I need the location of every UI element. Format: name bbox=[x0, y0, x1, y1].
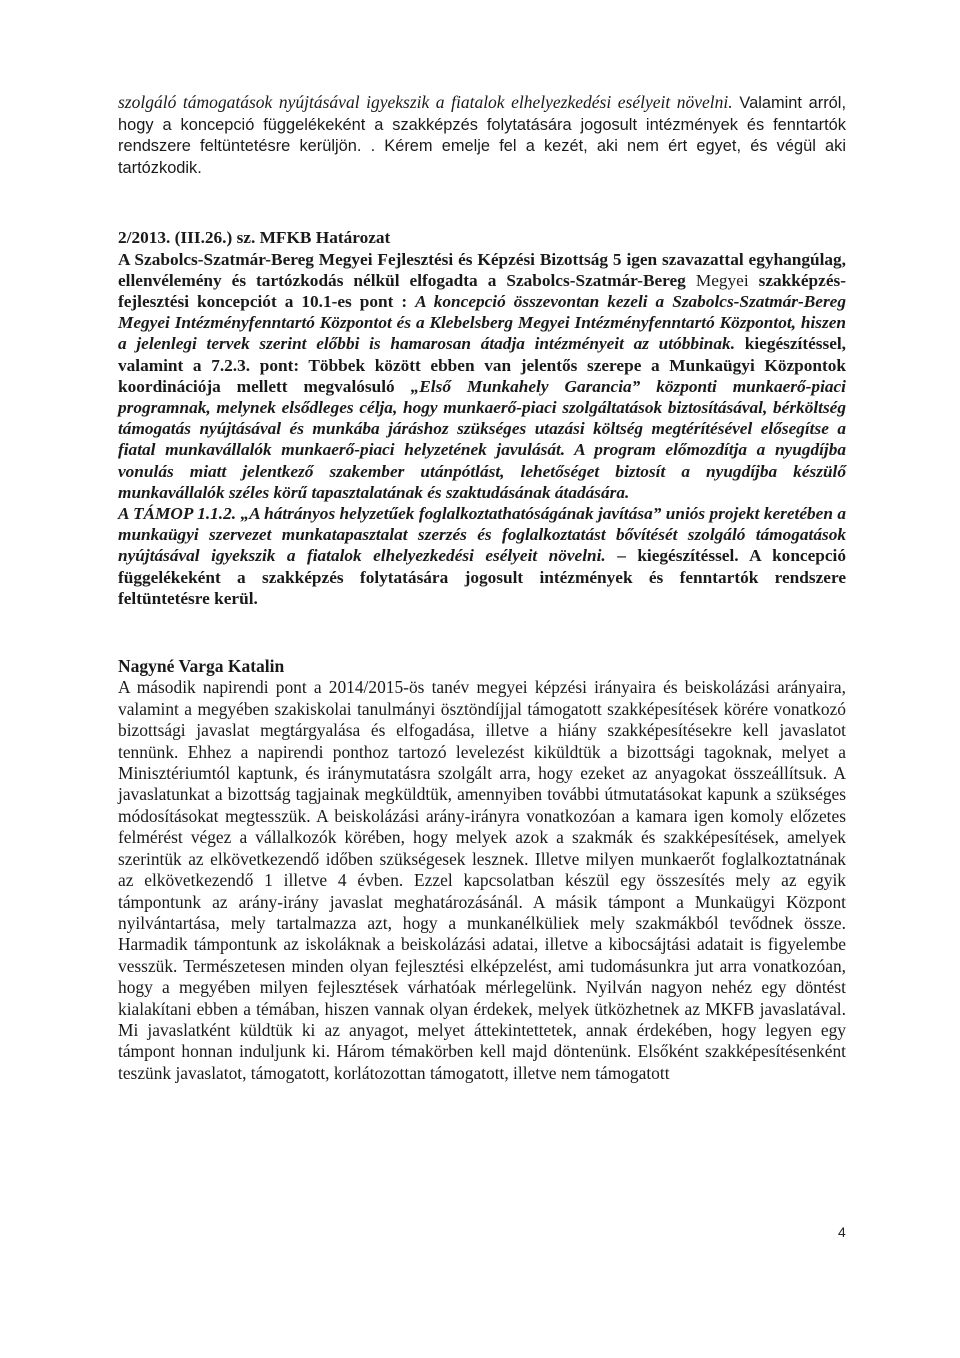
page-number: 4 bbox=[838, 1224, 846, 1240]
resolution-heading: 2/2013. (III.26.) sz. MFKB Határozat bbox=[118, 228, 391, 248]
resolution-bold-text-d: – kiegészítéssel. A koncepció függelékeként a szakképzés folytatására jogosult intézmények és fenntartók rendszere feltüntetésre kerül. bbox=[118, 546, 846, 608]
resolution-bold-text-a: A Szabolcs-Szatmár-Bereg Megyei Fejlesztési és Képzési Bizottság 5 igen szavazattal egyhangúlag, ellenvéleménу és tartózkodás nélkül elfogadta a Szabolcs-Szatmár-Bereg bbox=[118, 249, 846, 290]
resolution-italic-text-a: A koncepció összevontan kezeli a Szabolcs-Szatmár-Bereg Megyei Intézményfenntartó Központot és a Klebelsberg Megyei Intézményfenntartó Központot, hiszen a jelenlegi tervek szerint előbbi is hamarosan átadja intézményeit az utóbbinak. bbox=[118, 291, 846, 354]
speaker-section bbox=[118, 656, 846, 1084]
resolution-paragraph-1 bbox=[118, 249, 846, 503]
resolution-bold-text-c: kiegészítéssel, valamint a 7.2.3. pont: Többek között ebben van jelentős szerepe a Munkaügyi Központok koordinációja mellett megvalósuló bbox=[118, 334, 847, 396]
intro-italic-text: szolgáló támogatások nyújtásával igyekszik a fiatalok elhelyezkedési esélyeit növelni. bbox=[118, 92, 733, 112]
resolution-bold-text-b: szakképzés-fejlesztési koncepciót a 10.1-es pont : bbox=[118, 270, 846, 311]
document-page bbox=[118, 92, 846, 1084]
resolution-paragraph-2 bbox=[118, 503, 846, 609]
intro-paragraph bbox=[118, 92, 846, 179]
speaker-name: Nagyné Varga Katalin bbox=[118, 656, 285, 677]
resolution-block bbox=[118, 227, 846, 609]
resolution-italic-text-b: „Első Munkahely Garancia” központi munkaerő-piaci programnak, melynek elsődleges célja, hogy munkaerő-piaci szolgáltatások biztosításával, bérköltség támogatás nyújtásával és munkába járáshoz szükséges utazási költség megtérítésével elősegítse a fiatal munkavállalók munkaerő-piaci helyzetének javulását. A program előmozdítja a nyugdíjba vonulás miatt jelentkező szakember utánpótlást, lehetőséget biztosít a nyugdíjba készülő munkavállalók széles körű tapasztalatának és szaktudásának átadására. bbox=[118, 376, 846, 502]
intro-normal-text: Valamint arról, hogy a koncepció függelékeként a szakképzés folytatására jogosult intézmények és fenntartók rendszere feltüntetésre kerüljön. . Kérem emelje fel a kezét, aki nem ért egyet, és végül aki tartózkodik. bbox=[118, 94, 846, 177]
resolution-normal-text-a: Megyei bbox=[695, 270, 759, 290]
speaker-text: A második napirendi pont a 2014/2015-ös tanév megyei képzési irányaira és beiskolázási arányaira, valamint a megyében szakiskolai tanulmányi ösztöndíjjal támogatott szakképesítések körére vonatkozó bizottsági javaslat megtárgyalása és elfogadása, illetve a hiány szakképesítésekre kell javaslatot tennünk. Ehhez a napirendi ponthoz tartozó levelezést kiküldtük a bizottsági tagoknak, melyet a Minisztériumtól kaptunk, és iránymutatásra szolgált arra, hogy ezeket az anyagokat összeállítsuk. A javaslatunkat a bizottság tagjainak megküldtük, amennyiben további útmutatásokat kapunk a szükséges módosításokat megtesszük. A beiskolázási arány-irányra vonatkozóan a kamara igen komoly előzetes felmérést végez a vállalkozók körében, hogy melyek azok a szakmák és szakképesítések, amelyek szerintük az elkövetkezendő időben szükségesek lesznek. Illetve milyen munkaerőt foglalkoztatnának az elkövetkezendő 1 illetve 4 évben. Ezzel kapcsolatban készül egy összesítés mely az egyik támpontunk az arány-irány javaslat meghatározásánál. A másik támpont a Munkaügyi Központ nyilvántartása, mely tartalmazza azt, hogy a munkanélküliek mely szakmákból tevődnek össze. Harmadik támpontunk az iskoláknak a beiskolázási adatai, illetve a kibocsájtási adatait is figyelembe vesszük. Természetesen minden olyan fejlesztési elképzelést, ami tudomásunkra jut arra vonatkozóan, hogy a megyében milyen fejlesztések várhatóak mérlegelünk. Nyilván nagyon nehéz egy döntést kialakítani ebben a témában, hiszen vannak olyan érdekek, melyek ütközhetnek az MKFB javaslatával. Mi javaslatként küldtük ki az anyagot, melyet áttekintettetek, annak érdekében, hogy legyen egy támpont honnan induljunk ki. Három témakörben kell majd döntenünk. Elsőként szakképesítésenként teszünk javaslatot, támogatott, korlátozottan támogatott, illetve nem támogatott bbox=[118, 677, 846, 1083]
resolution-italic-text-c: A TÁMOP 1.1.2. „A hátrányos helyzetűek foglalkoztathatóságának javítása” uniós projekt keretében a munkaügyi szervezet munkatapasztalat szerzés és foglalkoztatást bővítését szolgáló támogatások nyújtásával igyekszik a fiatalok elhelyezkedési esélyeit növelni. bbox=[118, 504, 846, 566]
